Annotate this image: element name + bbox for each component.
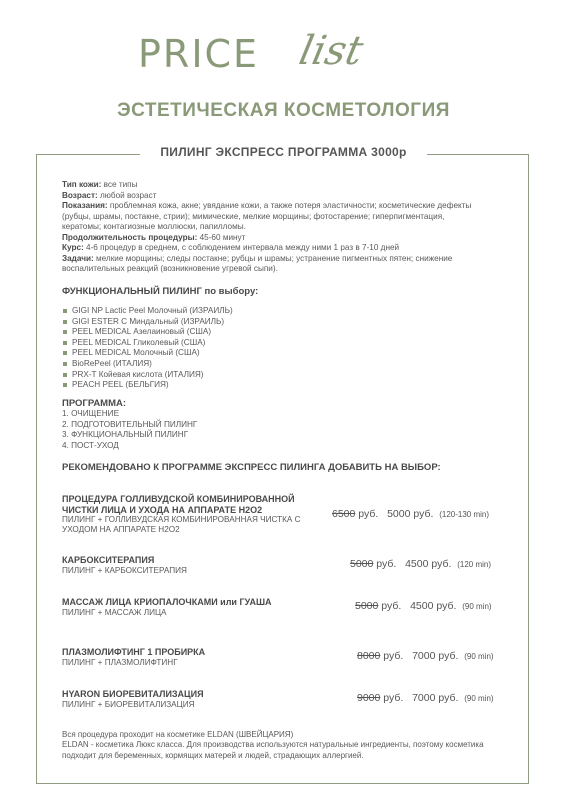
functional-heading: ФУНКЦИОНАЛЬНЫЙ ПИЛИНГ по выбору: bbox=[62, 286, 259, 297]
service-name: HYARON БИОРЕВИТАЛИЗАЦИЯ bbox=[62, 689, 204, 699]
indications-label: Показания: bbox=[62, 201, 108, 210]
service-duration: (90 min) bbox=[462, 602, 492, 611]
program-step: 3. ФУНКЦИОНАЛЬНЫЙ ПИЛИНГ bbox=[62, 430, 189, 440]
logo-list-text: list bbox=[295, 28, 368, 74]
old-price: 6500 bbox=[332, 508, 356, 520]
program-steps bbox=[62, 409, 362, 451]
new-price: 7000 руб. bbox=[412, 692, 459, 704]
service-price bbox=[357, 692, 494, 704]
tasks-label: Задачи: bbox=[62, 253, 94, 263]
duration-value: 45-60 минут bbox=[197, 232, 246, 242]
old-price: 8000 bbox=[357, 650, 381, 662]
skin-type-label: Тип кожи: bbox=[62, 180, 102, 189]
service-desc: ПИЛИНГ + БИОРЕВИТАЛИЗАЦИЯ bbox=[62, 699, 195, 709]
service-duration: (120 min) bbox=[457, 560, 492, 569]
course-label: Курс: bbox=[62, 243, 84, 252]
service-desc: ПИЛИНГ + МАССАЖ ЛИЦА bbox=[62, 607, 167, 617]
list-item: GIGI NP Lactic Peel Молочный (ИЗРАИЛЬ) bbox=[62, 306, 362, 317]
list-item: PEEL MEDICAL Молочный (США) bbox=[62, 348, 362, 359]
list-item: GIGI ESTER C Миндальный (ИЗРАИЛЬ) bbox=[62, 317, 362, 328]
service-name: ПРОЦЕДУРА ГОЛЛИВУДСКОЙ КОМБИНИРОВАННОЙ ЧИСТКИ ЛИЦА И УХОДА НА АППАРАТЕ H2O2 bbox=[62, 494, 295, 515]
age-label: Возраст: bbox=[62, 190, 98, 200]
service-price bbox=[332, 508, 489, 520]
list-item: PEACH PEEL (БЕЛЬГИЯ) bbox=[62, 380, 362, 391]
service-duration: (90 min) bbox=[464, 652, 494, 661]
service-name: МАССАЖ ЛИЦА КРИОПАЛОЧКАМИ или ГУАША bbox=[62, 597, 272, 607]
program-step: 2. ПОДГОТОВИТЕЛЬНЫЙ ПИЛИНГ bbox=[62, 419, 198, 429]
list-item: PEEL MEDICAL Азелаиновый (США) bbox=[62, 327, 362, 338]
service-price bbox=[355, 600, 492, 612]
recommended-heading: РЕКОМЕНДОВАНО К ПРОГРАММЕ ЭКСПРЕСС ПИЛИНГА ДОБАВИТЬ НА ВЫБОР: bbox=[62, 462, 441, 473]
old-price-unit: руб. bbox=[380, 650, 404, 662]
service-desc: ПИЛИНГ + КАРБОКСИТЕРАПИЯ bbox=[62, 565, 187, 575]
old-price-unit: руб. bbox=[380, 692, 404, 704]
skin-type-value: все типы bbox=[101, 180, 138, 189]
program-step: 1. ОЧИЩЕНИЕ bbox=[62, 409, 120, 418]
new-price: 4500 руб. bbox=[405, 558, 452, 570]
service-duration: (120-130 min) bbox=[439, 510, 490, 519]
old-price-unit: руб. bbox=[373, 558, 397, 570]
indications-value: проблемная кожа, акне; увядание кожи, а также потеря эластичности; косметические дефекты (рубцы, шрамы, постакне, стрии); мимические, мелкие морщины; фотостарение; гиперпигментация, кератомы; контагиозные моллюски, папилломы. bbox=[62, 201, 472, 231]
program-heading: ПРОГРАММА: bbox=[62, 398, 127, 409]
list-item: PEEL MEDICAL Гликолевый (США) bbox=[62, 338, 362, 349]
old-price: 5000 bbox=[355, 600, 379, 612]
new-price: 5000 руб. bbox=[387, 508, 434, 520]
service-price bbox=[357, 650, 494, 662]
program-title: ПИЛИНГ ЭКСПРЕСС ПРОГРАММА 3000р bbox=[140, 145, 427, 159]
age-value: любой возраст bbox=[97, 190, 157, 200]
list-item: BioRePeel (ИТАЛИЯ) bbox=[62, 359, 362, 370]
old-price: 9000 bbox=[357, 692, 381, 704]
old-price-unit: руб. bbox=[355, 508, 379, 520]
footer-line-2: ELDAN - косметика Люкс класса. Для производства используются натуральные ингредиенты, поэтому косметика подходит для беременных, кормящих матерей и людей, страдающих аллергией. bbox=[62, 740, 484, 760]
duration-label: Продолжительность процедуры: bbox=[62, 232, 198, 242]
old-price: 5000 bbox=[350, 558, 374, 570]
service-name: ПЛАЗМОЛИФТИНГ 1 ПРОБИРКА bbox=[62, 647, 206, 657]
course-value: 4-6 процедур в среднем, с соблюдением интервала между ними 1 раз в 7-10 дней bbox=[83, 243, 400, 252]
page-subtitle: ЭСТЕТИЧЕСКАЯ КОСМЕТОЛОГИЯ bbox=[117, 100, 450, 121]
list-item: PRX-T Койевая кислота (ИТАЛИЯ) bbox=[62, 370, 362, 381]
functional-list bbox=[62, 306, 362, 391]
service-desc: ПИЛИНГ + ПЛАЗМОЛИФТИНГ bbox=[62, 657, 178, 667]
service-desc: ПИЛИНГ + ГОЛЛИВУДСКАЯ КОМБИНИРОВАННАЯ ЧИСТКА С УХОДОМ НА АППАРАТЕ H2O2 bbox=[62, 515, 301, 535]
program-step: 4. ПОСТ-УХОД bbox=[62, 440, 119, 450]
footer-note bbox=[62, 730, 512, 761]
service-name: КАРБОКСИТЕРАПИЯ bbox=[62, 555, 155, 565]
logo-price-text: PRICE bbox=[138, 32, 260, 76]
service-duration: (90 min) bbox=[464, 694, 494, 703]
footer-line-1: Вся процедура проходит на косметике ELDAN (ШВЕЙЦАРИЯ) bbox=[62, 730, 294, 739]
new-price: 4500 руб. bbox=[410, 600, 457, 612]
new-price: 7000 руб. bbox=[412, 650, 459, 662]
service-price bbox=[350, 558, 491, 570]
old-price-unit: руб. bbox=[378, 600, 402, 612]
price-list-logo bbox=[0, 18, 567, 78]
info-block bbox=[62, 180, 482, 275]
tasks-value: мелкие морщины; следы постакне; рубцы и шрамы; устранение пигментных пятен; снижение воспалительных реакций (возникновение угревой сыпи). bbox=[62, 253, 453, 273]
